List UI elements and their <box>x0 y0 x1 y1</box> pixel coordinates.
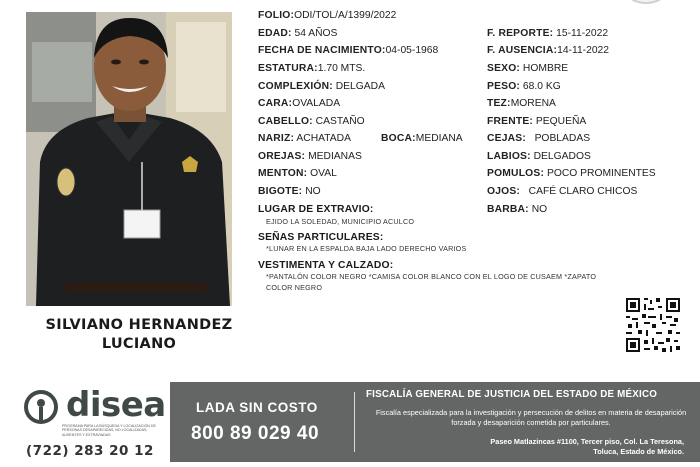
field-nariz: NARIZ: ACHATADA <box>258 133 351 144</box>
field-labios: LABIOS: DELGADOS <box>487 151 591 162</box>
field-cabello: CABELLO: CASTAÑO <box>258 116 365 127</box>
toll-free-number: 800 89 029 40 <box>191 423 320 444</box>
organization-title: FISCALÍA GENERAL DE JUSTICIA DEL ESTADO DE MÉXICO <box>366 389 658 400</box>
footer-bar <box>170 382 700 462</box>
lugar-extravio-label: LUGAR DE EXTRAVIO: <box>258 204 374 215</box>
address-line1: Paseo Matlazincas #1100, Tercer piso, Col. La Teresona, <box>490 437 684 446</box>
qr-code-icon <box>626 298 680 352</box>
lada-sin-costo-label: LADA SIN COSTO <box>196 400 318 415</box>
field-folio: FOLIO:ODI/TOL/A/1399/2022 <box>258 10 397 21</box>
disea-logo-mark-icon <box>24 390 58 424</box>
field-fecha-ausencia: F. AUSENCIA:14-11-2022 <box>487 45 610 56</box>
missing-person-photo <box>26 12 232 306</box>
field-pomulos: POMULOS: POCO PROMINENTES <box>487 168 656 179</box>
field-fecha-nacimiento: FECHA DE NACIMIENTO:04-05-1968 <box>258 45 439 56</box>
vestimenta-value-line1: *PANTALÓN COLOR NEGRO *CAMISA COLOR BLANCO CON EL LOGO DE CUSAEM *ZAPATO <box>266 272 597 281</box>
field-sexo: SEXO: HOMBRE <box>487 63 569 74</box>
field-fecha-reporte: F. REPORTE: 15-11-2022 <box>487 28 609 39</box>
organization-description: Fiscalía especializada para la investigación y persecución de delitos en materia de desaparición forzada y desaparición cometida por particulares. <box>375 408 687 427</box>
footer-divider <box>354 392 355 452</box>
organization-address <box>384 437 684 456</box>
field-tez: TEZ:MORENA <box>487 98 556 109</box>
header-emblem <box>616 0 676 4</box>
field-peso: PESO: 68.0 KG <box>487 81 561 92</box>
field-cejas: CEJAS: POBLADAS <box>487 133 591 144</box>
field-frente: FRENTE: PEQUEÑA <box>487 116 587 127</box>
field-orejas: OREJAS: MEDIANAS <box>258 151 362 162</box>
vestimenta-value-line2: COLOR NEGRO <box>266 283 323 292</box>
phone-number: (722) 283 20 12 <box>26 443 154 459</box>
senas-particulares-label: SEÑAS PARTICULARES: <box>258 232 384 243</box>
field-boca: BOCA:MEDIANA <box>381 133 463 144</box>
field-menton: MENTON: OVAL <box>258 168 337 179</box>
field-estatura: ESTATURA:1.70 MTS. <box>258 63 366 74</box>
vestimenta-label: VESTIMENTA Y CALZADO: <box>258 260 394 271</box>
field-edad: EDAD: 54 AÑOS <box>258 28 338 39</box>
person-name-line1: SILVIANO HERNANDEZ <box>45 317 233 333</box>
field-bigote: BIGOTE: NO <box>258 186 321 197</box>
program-description: PROGRAMA PARA LA BÚSQUEDA Y LOCALIZACIÓN DE PERSONAS DESAPARECIDAS, NO LOCALIZADAS, AUSENTES Y EXTRAVIADAS <box>62 424 156 437</box>
disea-brand-text: disea <box>66 385 166 425</box>
lugar-extravio-value: EJIDO LA SOLEDAD, MUNICIPIO ACULCO <box>266 217 415 226</box>
address-line2: Toluca, Estado de México. <box>593 446 684 456</box>
disea-logo <box>22 386 168 464</box>
person-name <box>26 316 252 354</box>
senas-particulares-value: *LUNAR EN LA ESPALDA BAJA LADO DERECHO VARIOS <box>266 244 467 253</box>
field-cara: CARA:OVALADA <box>258 98 341 109</box>
person-name-line2: LUCIANO <box>101 336 177 352</box>
field-complexion: COMPLEXIÓN: DELGADA <box>258 81 385 92</box>
field-barba: BARBA: NO <box>487 204 548 215</box>
field-ojos: OJOS: CAFÉ CLARO CHICOS <box>487 186 638 197</box>
